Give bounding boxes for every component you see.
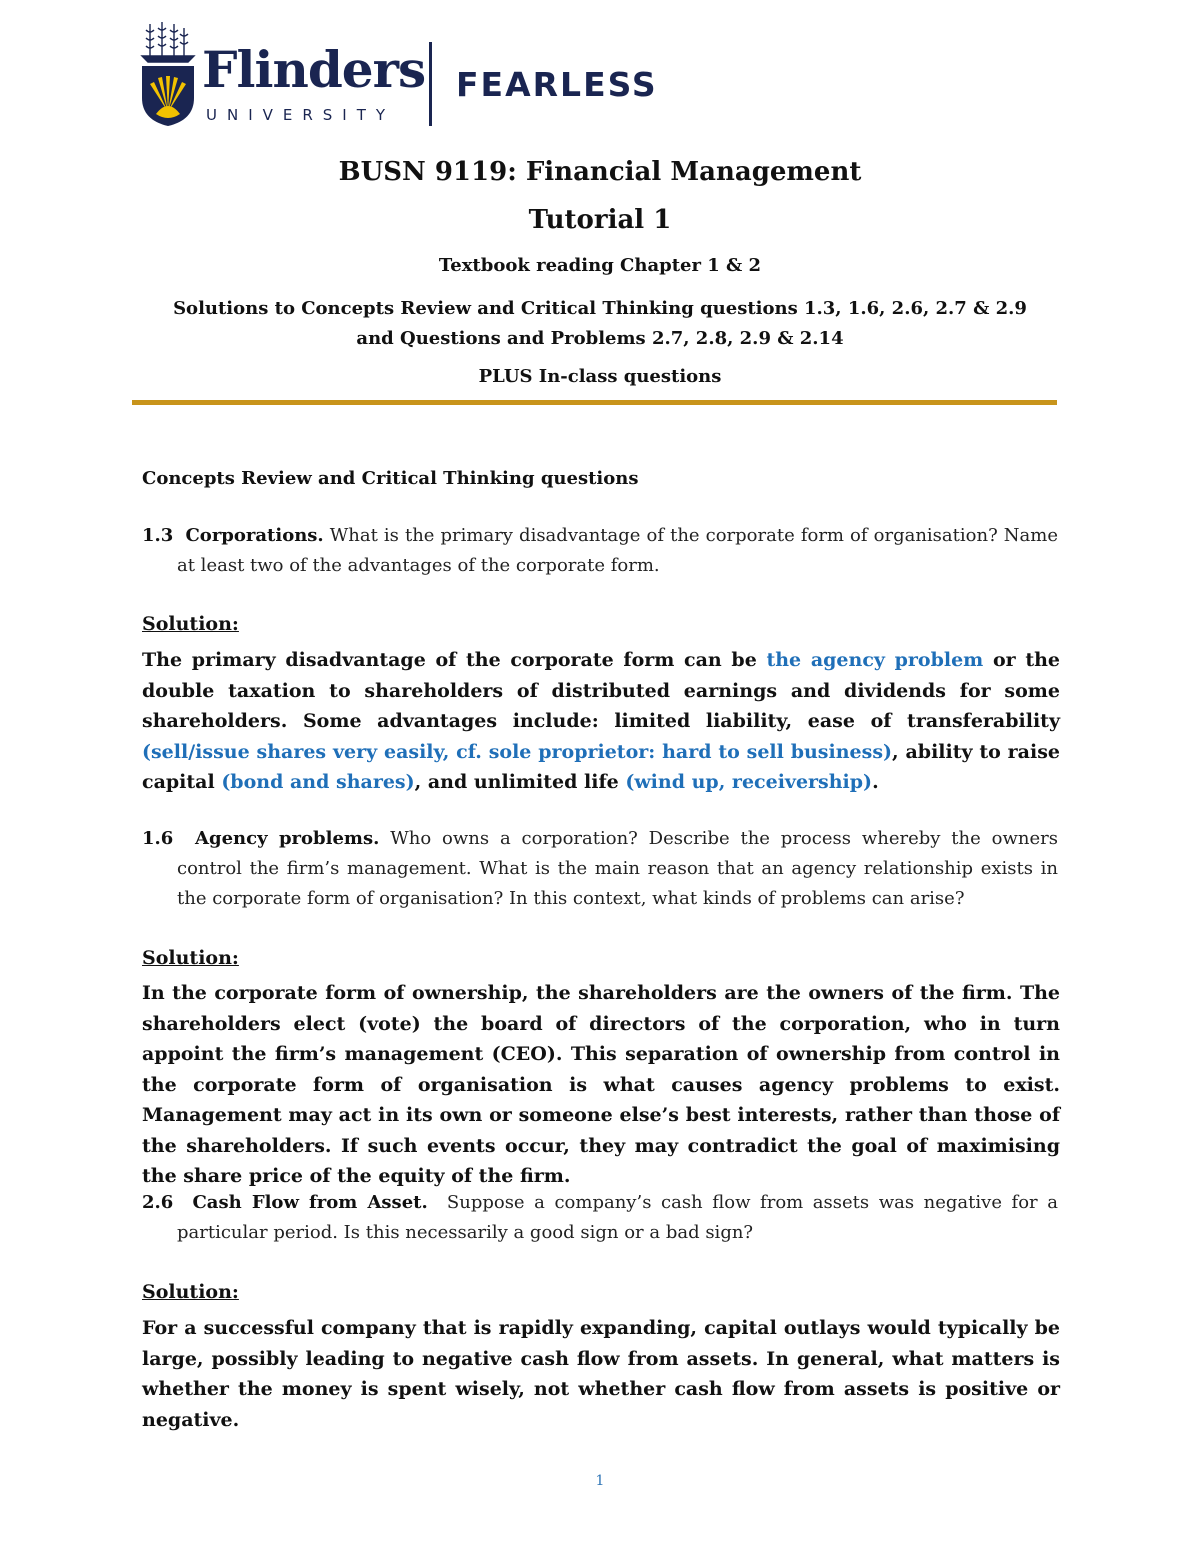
- question-title: Agency problems.: [195, 828, 380, 849]
- solution-text: , ability to raise capital: [142, 740, 1060, 793]
- question-text: What is the primary disadvantage of the corporate form of organisation? Name at least two of the advantages of the corporate form.: [177, 525, 1058, 576]
- question-1-6: [142, 824, 1058, 914]
- page-number: 1: [595, 1473, 605, 1489]
- question-2-6: [142, 1188, 1058, 1248]
- flinders-university-logo: [140, 14, 680, 132]
- university-crest-icon: [140, 20, 196, 128]
- solution-highlight: (wind up, receivership): [625, 771, 873, 793]
- solution-highlight: the agency problem: [766, 649, 984, 671]
- tutorial-title: Tutorial 1: [528, 205, 672, 235]
- plus-in-class-line: PLUS In-class questions: [478, 366, 722, 387]
- solution-highlight: (sell/issue shares very easily, cf. sole proprietor: hard to sell business): [142, 740, 893, 763]
- logo-tagline-fearless: FEARLESS: [456, 65, 658, 104]
- solution-1-6: In the corporate form of ownership, the shareholders are the owners of the firm. The shareholders elect (vote) the board of directors of the corporation, who in turn appoint the firm’s management (CEO). This separation of ownership from control in the corporate form of organisation is what causes agency problems to exist. Management may act in its own or someone else’s best interests, rather than those of the shareholders. If such events occur, they may contradict the goal of maximising the share price of the equity of the firm.: [142, 982, 1060, 1187]
- question-number: 2.6: [142, 1192, 174, 1213]
- question-number: 1.6: [142, 828, 174, 849]
- solution-text: or the double taxation to shareholders of distributed earnings and dividends for some shareholders. Some advantages include: limited liability, ease of transferability: [142, 649, 1060, 732]
- question-title: Cash Flow from Asset.: [192, 1192, 428, 1213]
- question-number: 1.3: [142, 525, 174, 546]
- solutions-heading: [0, 294, 1200, 354]
- logo-divider: [429, 42, 432, 126]
- solution-label: Solution:: [142, 1281, 239, 1303]
- solution-1-3: [142, 645, 1060, 798]
- header-divider-rule: [132, 400, 1057, 405]
- solutions-line-2: and Questions and Problems 2.7, 2.8, 2.9 & 2.14: [356, 328, 844, 349]
- solution-label: Solution:: [142, 947, 239, 969]
- section-title: Concepts Review and Critical Thinking questions: [142, 468, 639, 489]
- question-text: Suppose a company’s cash flow from assets was negative for a particular period. Is this necessarily a good sign or a bad sign?: [177, 1192, 1058, 1243]
- question-title: Corporations.: [185, 525, 324, 546]
- solution-label: Solution:: [142, 613, 239, 635]
- solution-text: , and unlimited life: [414, 771, 626, 793]
- question-text: Who owns a corporation? Describe the process whereby the owners control the firm’s management. What is the main reason that an agency relationship exists in the corporate form of organisation? In this context, what kinds of problems can arise?: [177, 828, 1058, 909]
- question-1-3: [142, 521, 1058, 581]
- solution-text: The primary disadvantage of the corporate form can be: [142, 649, 767, 671]
- course-title: BUSN 9119: Financial Management: [338, 157, 862, 187]
- logo-wordmark-flinders: Flinders: [202, 40, 426, 99]
- solution-2-6: For a successful company that is rapidly expanding, capital outlays would typically be large, possibly leading to negative cash flow from assets. In general, what matters is whether the money is spent wisely, not whether cash flow from assets is positive or negative.: [142, 1317, 1060, 1431]
- solutions-line-1: Solutions to Concepts Review and Critical Thinking questions 1.3, 1.6, 2.6, 2.7 & 2.9: [173, 298, 1027, 319]
- solution-highlight: (bond and shares): [221, 771, 415, 793]
- reading-line: Textbook reading Chapter 1 & 2: [438, 255, 762, 276]
- solution-text: .: [872, 771, 879, 793]
- logo-wordmark-university: UNIVERSITY: [206, 106, 396, 124]
